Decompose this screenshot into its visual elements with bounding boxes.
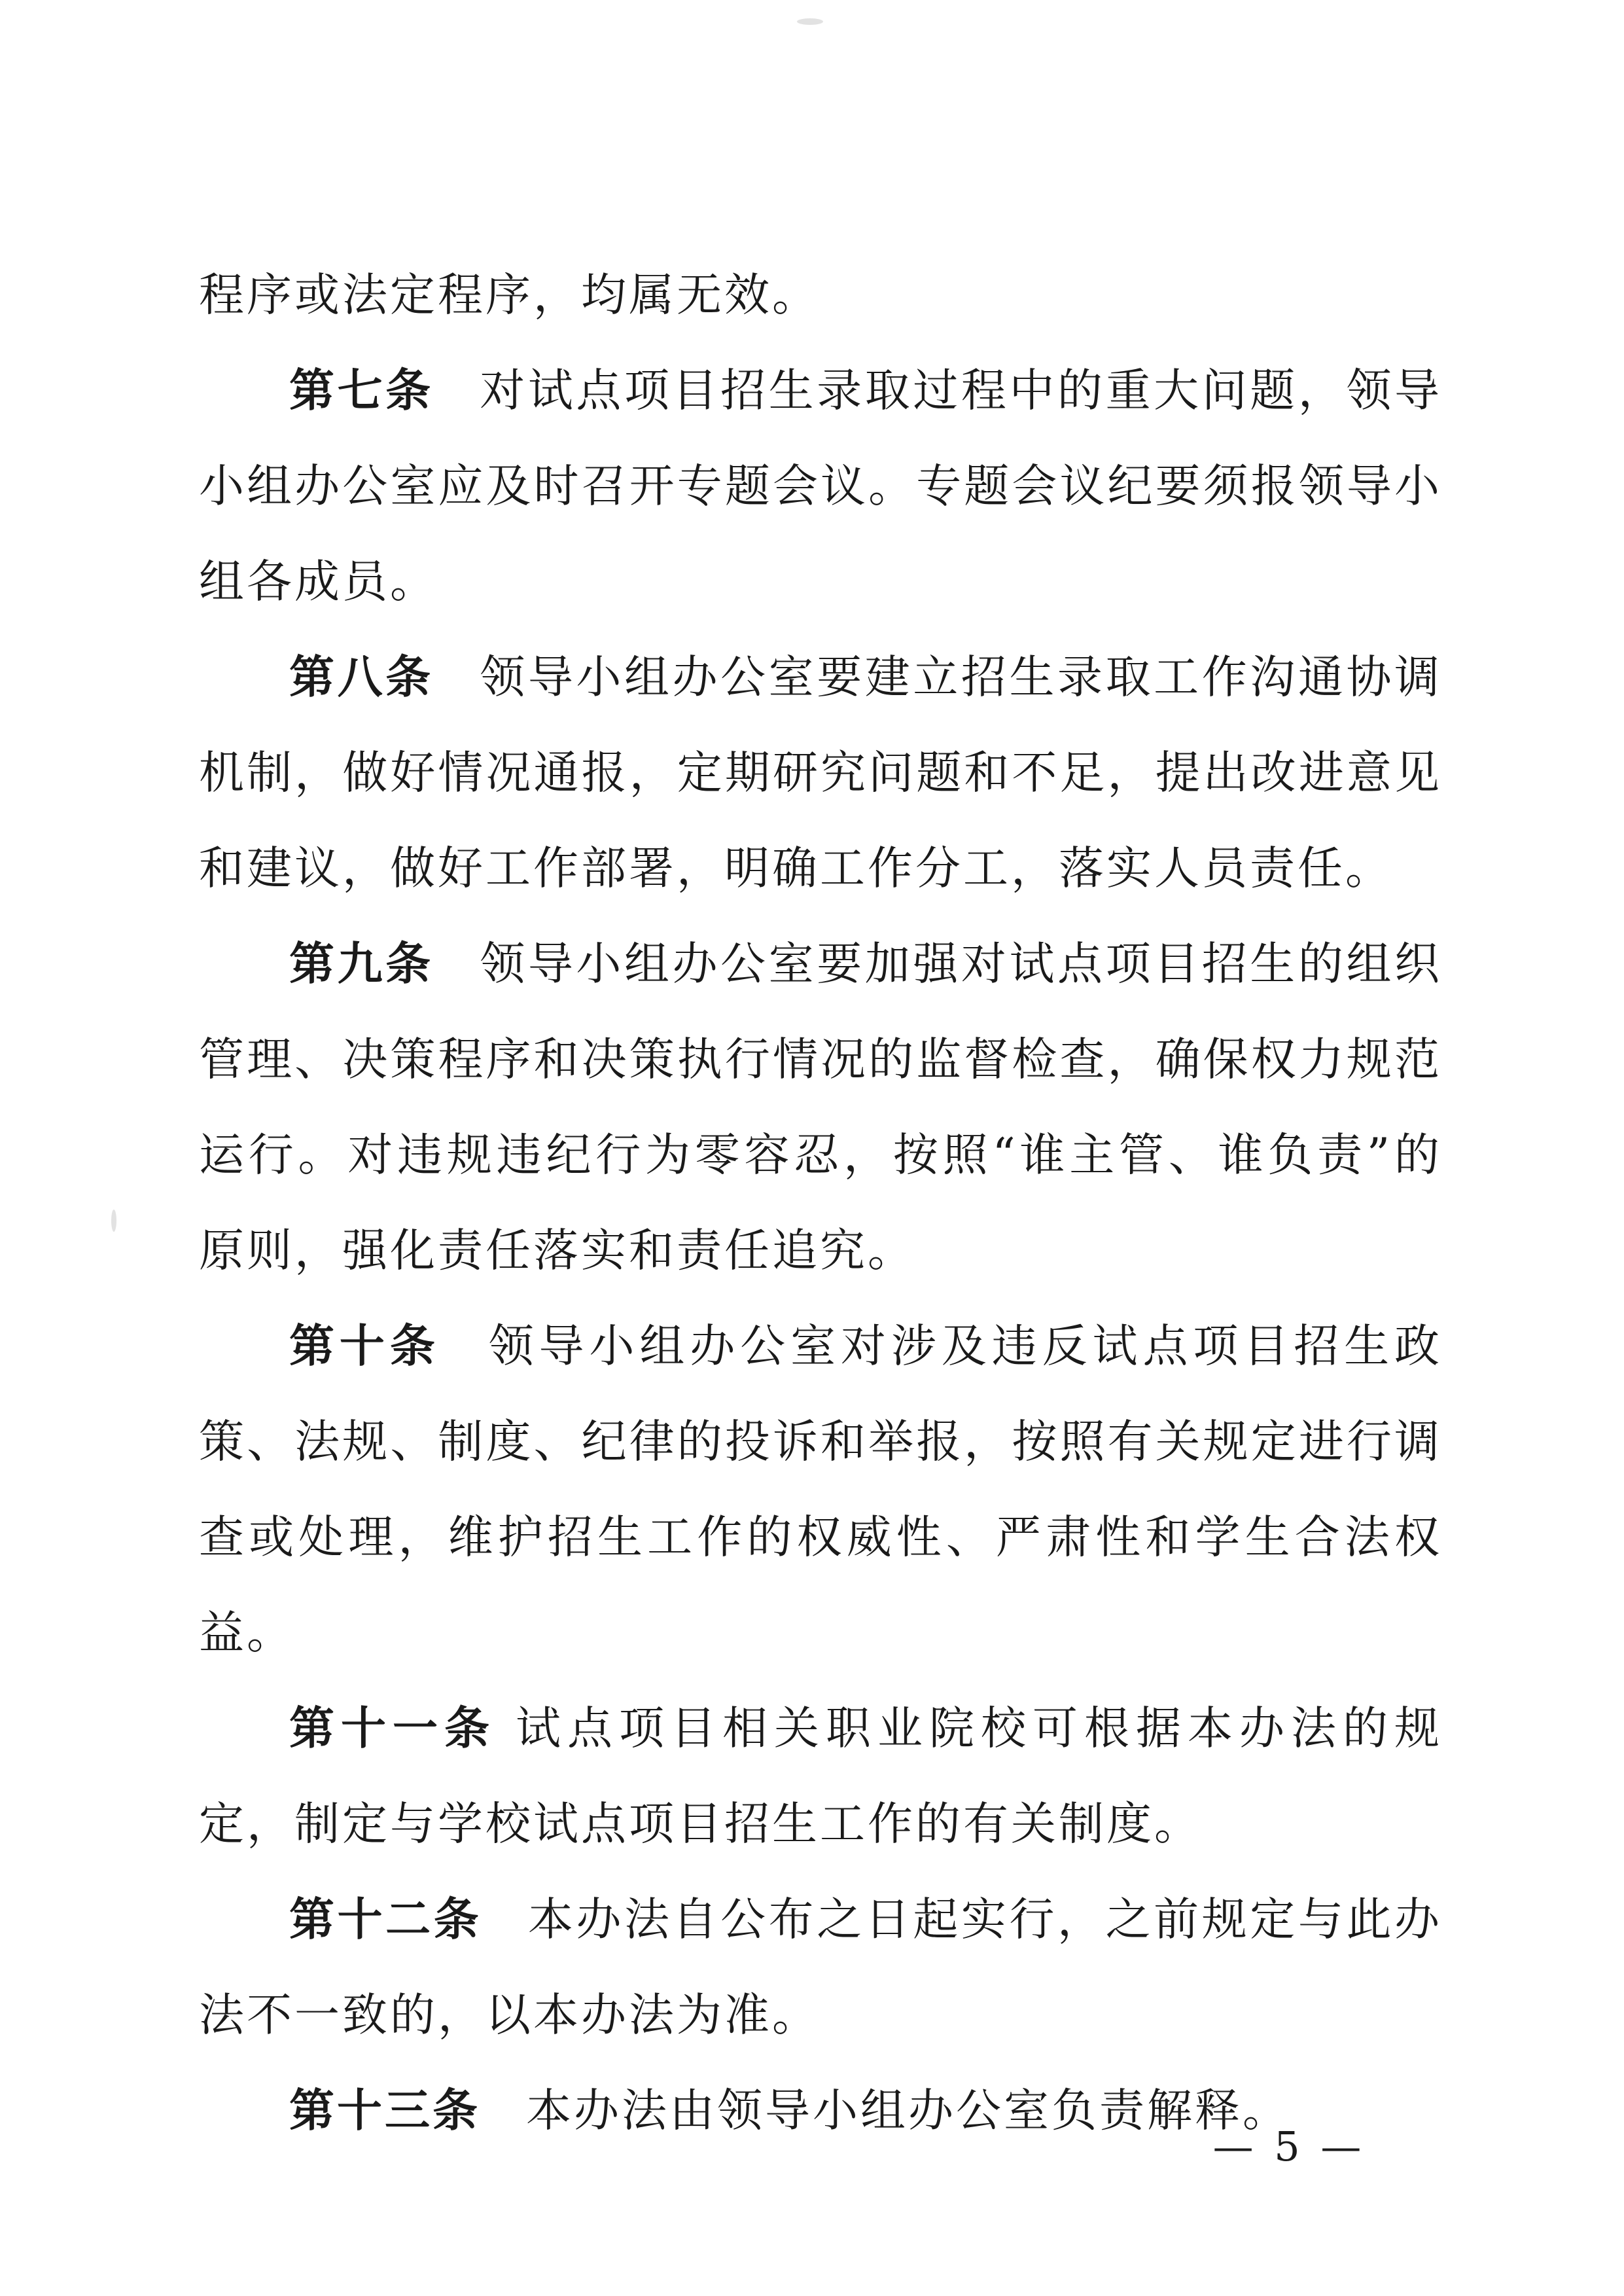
article-11-label: 第十一条 [289,1702,496,1755]
article-12-text: 本办法自公布之日起实行，之前规定与此办法不一致的，以本办法为准。 [199,1893,1443,2041]
article-7 [199,343,1442,630]
article-12 [199,1872,1442,2063]
article-10-text: 领导小组办公室对涉及违反试点项目招生政策、法规、制度、纪律的投诉和举报，按照有关规定进行调查或处理，维护招生工作的权威性、严肃性和学生合法权益。 [199,1320,1443,1659]
article-7-label: 第七条 [289,364,434,417]
article-8-label: 第八条 [289,651,434,704]
article-11-text: 试点项目相关职业院校可根据本办法的规定，制定与学校试点项目招生工作的有关制度。 [199,1702,1442,1850]
scan-mark [797,18,823,25]
article-12-label: 第十二条 [289,1893,482,1946]
article-10-label: 第十条 [289,1319,440,1372]
scan-mark [111,1210,116,1232]
continuation-text: 程序或法定程序，均属无效。 [199,269,820,321]
article-9-label: 第九条 [289,937,434,990]
article-8-text: 领导小组办公室要建立招生录取工作沟通协调机制，做好情况通报，定期研究问题和不足，提出改进意见和建议，做好工作部署，明确工作分工，落实人员责任。 [199,651,1443,895]
page-number: — 5 — [1212,2123,1366,2170]
article-7-text: 对试点项目招生录取过程中的重大问题，领导小组办公室应及时召开专题会议。专题会议纪要须报领导小组各成员。 [199,365,1443,608]
article-9 [199,916,1442,1299]
article-10 [199,1299,1442,1681]
article-13-label: 第十三条 [289,2084,480,2137]
continuation-paragraph [199,247,1442,343]
article-9-text: 领导小组办公室要加强对试点项目招生的组织管理、决策程序和决策执行情况的监督检查，确保权力规范运行。对违规违纪行为零容忍，按照“谁主管、谁负责”的原则，强化责任落实和责任追究。 [199,938,1443,1277]
document-body [199,247,1442,2159]
article-11 [199,1681,1442,1872]
article-13-text: 本办法由领导小组办公室负责解释。 [526,2085,1290,2137]
article-8 [199,630,1442,916]
